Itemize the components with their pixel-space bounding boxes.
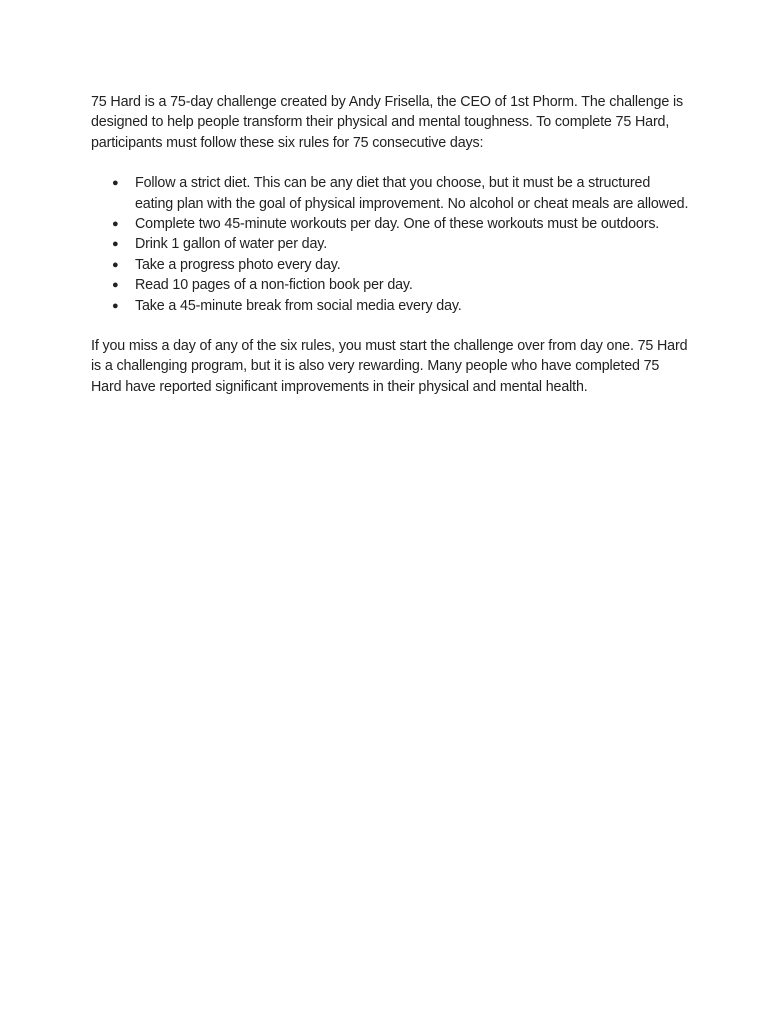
list-item [91,214,691,234]
rule-text: Read 10 pages of a non-fiction book per day. [135,277,413,294]
bullet-icon: ● [112,299,119,312]
bullet-icon: ● [112,177,119,190]
bullet-icon: ● [112,279,119,292]
rules-list [91,173,691,316]
rule-text: Complete two 45-minute workouts per day. One of these workouts must be outdoors. [135,216,660,233]
list-item [91,255,691,275]
bullet-icon: ● [112,238,119,251]
bullet-icon: ● [112,258,119,271]
intro-paragraph: 75 Hard is a 75-day challenge created by Andy Frisella, the CEO of 1st Phorm. The challenge is designed to help people transform their physical and mental toughness. To complete 75 Hard, participants must follow these six rules for 75 consecutive days: [91,94,683,151]
list-item [91,234,691,254]
rule-text: Follow a strict diet. This can be any diet that you choose, but it must be a structured eating plan with the goal of physical improvement. No alcohol or cheat meals are allowed. [135,175,689,212]
bullet-icon: ● [112,218,119,231]
list-item [91,275,691,295]
rule-text: Take a 45-minute break from social media every day. [135,297,462,314]
list-item [91,173,691,214]
outro-paragraph: If you miss a day of any of the six rules, you must start the challenge over from day one. 75 Hard is a challenging program, but it is also very rewarding. Many people who have completed 75 Hard have reported significant improvements in their physical and mental health. [91,338,688,395]
rule-text: Drink 1 gallon of water per day. [135,236,328,253]
document-page [91,92,691,397]
rule-text: Take a progress photo every day. [135,256,341,273]
list-item [91,296,691,316]
